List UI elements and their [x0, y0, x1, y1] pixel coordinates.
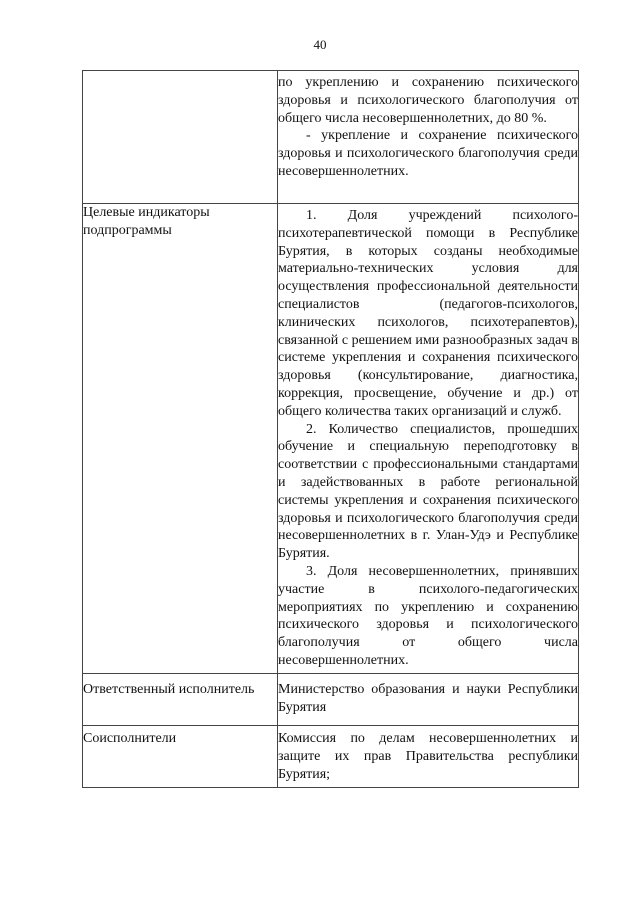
table-row [83, 673, 579, 726]
content-paragraph: - укрепление и сохранение психического здоровья и психологического благополучия среди несовершеннолетних. [278, 128, 578, 179]
row-content-cell [278, 71, 579, 204]
content-paragraph: 1. Доля учреждений психолого-психотерапевтической помощи в Республике Бурятия, в которых созданы необходимые материально-технических условия для осуществления профессиональной деятельности специалистов (педагогов-психологов, клинических психологов, психотерапевтов), связанной с решением ими разнообразных задач в системе укрепления и сохранения психического здоровья (консультирование, диагностика, коррекция, просвещение, обучение и др.) от общего количества таких организаций и служб. [278, 208, 578, 419]
table-row [83, 204, 579, 674]
table-row [83, 71, 579, 204]
program-passport-table [82, 70, 579, 788]
content-paragraph: 3. Доля несовершеннолетних, принявших участие в психолого-педагогических мероприятиях по укреплению и сохранению психического здоровья и психологического благополучия от общего числа несовершеннолетних. [278, 563, 578, 668]
content-paragraph: Комиссия по делам несовершеннолетних и защите их прав Правительства республики Бурятия; [278, 731, 578, 782]
content-paragraph: 2. Количество специалистов, прошедших обучение и специальную переподготовку в соответствии с профессиональными стандартами и задействованных в работе региональной системы укрепления и сохранения психического здоровья и психологического благополучия среди несовершеннолетних в г. Улан-Удэ и Республике Бурятия. [278, 421, 578, 562]
page-number: 40 [313, 37, 327, 52]
row-label-cell: Ответственный исполнитель [83, 673, 278, 726]
row-label-cell: Целевые индикаторы подпрограммы [83, 204, 278, 674]
content-paragraph: Министерство образования и науки Республики Бурятия [278, 681, 578, 715]
row-label-cell [83, 71, 278, 204]
row-content-cell [278, 726, 579, 787]
content-paragraph: по укреплению и сохранению психического здоровья и психологического благополучия от общего числа несовершеннолетних, до 80 %. [278, 75, 578, 126]
table-row [83, 726, 579, 787]
row-label-cell: Соисполнители [83, 726, 278, 787]
row-content-cell [278, 204, 579, 674]
row-content-cell [278, 673, 579, 726]
